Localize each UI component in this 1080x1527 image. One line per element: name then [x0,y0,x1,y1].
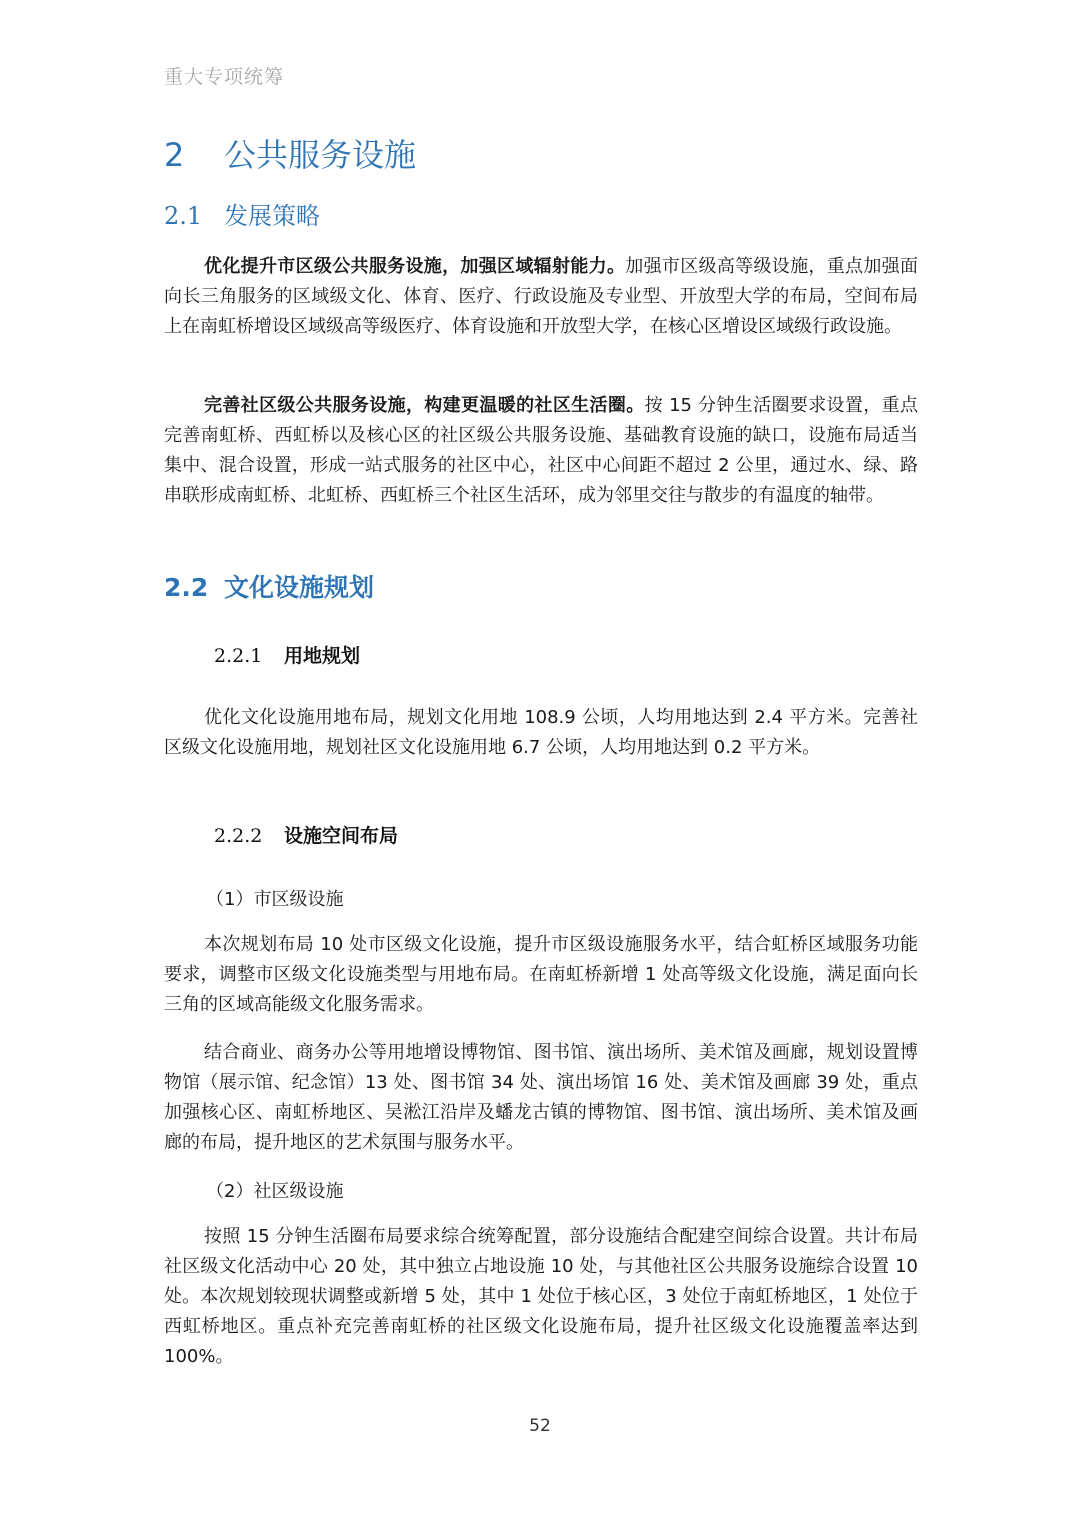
section-heading-2-1 [164,196,320,231]
item-label-city-level: （1）市区级设施 [206,889,344,910]
chapter-number: 2 [164,136,185,174]
section-heading-2-2 [164,568,374,604]
running-header: 重大专项统筹 [164,66,285,88]
strategy-paragraph-2 [164,391,918,511]
community-level-paragraph: 按照 15 分钟生活圈布局要求综合统筹配置，部分设施结合配建空间综合设置。共计布局社区级文化活动中心 20 处，其中独立占地设施 10 处，与其他社区公共服务设施综合设置 10 处。本次规划较现状调整或新增 5 处，其中 1 处位于核心区，3 处位于南虹桥地区，1 处位于西虹桥地区。重点补充完善南虹桥的社区级文化设施布局，提升社区级文化设施覆盖率达到 100%。 [164,1226,918,1367]
paragraph-body: 加强市区级高等级设施，重点加强面向长三角服务的区域级文化、体育、医疗、行政设施及专业型、开放型大学的布局，空间布局上在南虹桥增设区域级高等级医疗、体育设施和开放型大学，在核心区增设区域级行政设施。 [164,256,919,337]
paragraph-lead: 优化提升市区级公共服务设施，加强区域辐射能力。 [204,256,626,277]
chapter-heading [164,130,416,176]
paragraph-body: 按 15 分钟生活圈要求设置，重点完善南虹桥、西虹桥以及核心区的社区级公共服务设施、基础教育设施的缺口，设施布局适当集中、混合设置，形成一站式服务的社区中心，社区中心间距不超过 2 公里，通过水、绿、路串联形成南虹桥、北虹桥、西虹桥三个社区生活环，成为邻里交往与散步的有温度的轴带。 [164,395,918,506]
item-label-community-level: （2）社区级设施 [206,1181,344,1202]
paragraph-lead: 完善社区级公共服务设施，构建更温暖的社区生活圈。 [204,395,645,416]
subsection-heading-2-2-2 [214,821,398,848]
land-use-paragraph: 优化文化设施用地布局，规划文化用地 108.9 公顷，人均用地达到 2.4 平方米。完善社区级文化设施用地，规划社区文化设施用地 6.7 公顷，人均用地达到 0.2 平方米。 [164,707,918,758]
section-title: 文化设施规划 [224,573,375,602]
subsection-number: 2.2.1 [214,645,263,667]
subsection-number: 2.2.2 [214,825,263,847]
subsection-title: 设施空间布局 [284,825,399,847]
section-title: 发展策略 [224,202,320,230]
section-number: 2.2 [164,573,209,602]
city-level-paragraph-2: 结合商业、商务办公等用地增设博物馆、图书馆、演出场所、美术馆及画廊，规划设置博物馆（展示馆、纪念馆）13 处、图书馆 34 处、演出场馆 16 处、美术馆及画廊 39 处，重点加强核心区、南虹桥地区、吴淞江沿岸及蟠龙古镇的博物馆、图书馆、演出场所、美术馆及画廊的布局，提升地区的艺术氛围与服务水平。 [164,1042,918,1153]
city-level-paragraph-1: 本次规划布局 10 处市区级文化设施，提升市区级设施服务水平，结合虹桥区域服务功能要求，调整市区级文化设施类型与用地布局。在南虹桥新增 1 处高等级文化设施，满足面向长三角的区域高能级文化服务需求。 [164,934,918,1015]
section-number: 2.1 [164,202,203,230]
subsection-title: 用地规划 [284,645,361,667]
page-number: 52 [529,1416,551,1436]
strategy-paragraph-1 [164,252,918,342]
chapter-title: 公共服务设施 [224,136,417,174]
subsection-heading-2-2-1 [214,641,360,668]
